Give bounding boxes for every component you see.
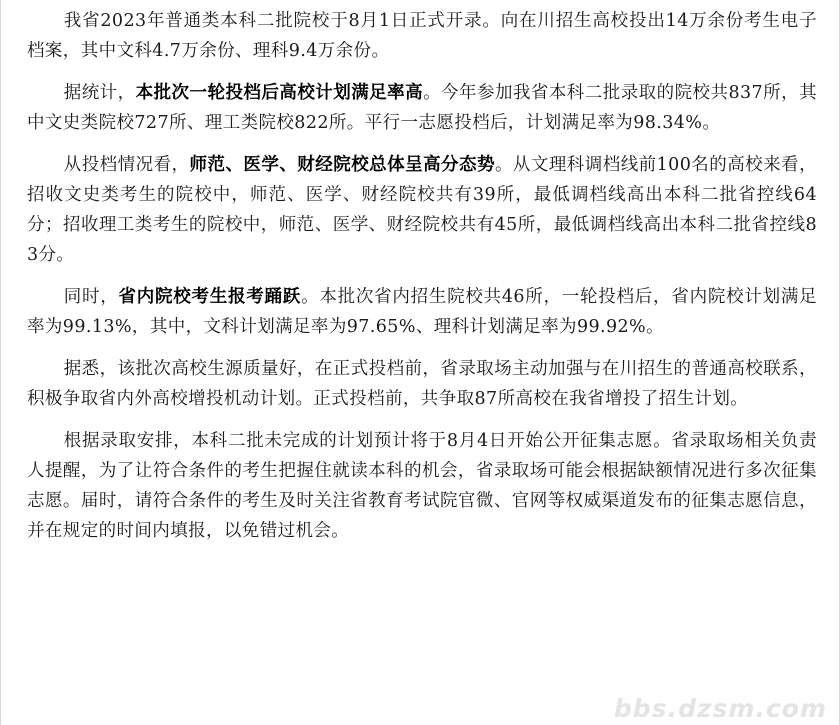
paragraph-volunteer-collection: 根据录取安排，本科二批未完成的计划预计将于8月4日开始公开征集志愿。省录取场相关负责人提醒，为了让符合条件的考生把握住就读本科的机会，省录取场可能会根据缺额情况进行多次征集志愿。届时，请符合条件的考生及时关注省教育考试院官微、官网等权威渠道发布的征集志愿信息，并在规定的时间内填报，以免错过机会。	[27, 431, 817, 541]
paragraph-body-text: 。从文理科调档线前100名的高校来看，招收文史类考生的院校中，师范、医学、财经院校共有39所，最低调档线高出本科二批省控线64分；招收理工类考生的院校中，师范、医学、财经院校共有45所，最低调档线高出本科二批省控线83分。	[27, 155, 817, 265]
paragraph-provincial-colleges	[27, 282, 817, 342]
paragraph-lead-text: 从投档情况看，	[63, 155, 190, 175]
highlight-plan-fulfillment: 本批次一轮投档后高校计划满足率高	[135, 83, 424, 103]
paragraph-body-text: 。今年参加我省本科二批录取的院校共837所，其中文史类院校727所、理工类院校822所。平行一志愿投档后，计划满足率为98.34%。	[27, 83, 817, 133]
paragraph-body-text: 。本批次省内招生院校共46所，一轮投档后，省内院校计划满足率为99.13%，其中，文科计划满足率为97.65%、理科计划满足率为99.92%。	[27, 287, 817, 337]
paragraph-admission-trend	[27, 150, 817, 270]
paragraph-lead-text: 同时，	[63, 287, 119, 307]
highlight-provincial-applications: 省内院校考生报考踊跃	[118, 287, 302, 307]
article-body	[27, 6, 817, 558]
paragraph-intro: 我省2023年普通类本科二批院校于8月1日正式开录。向在川招生高校投出14万余份考生电子档案，其中文科4.7万余份、理科9.4万余份。	[27, 11, 817, 61]
paragraph-lead-text: 据统计，	[63, 83, 136, 103]
paragraph-statistics	[27, 78, 817, 138]
site-watermark: bbs.dzsm.com	[613, 694, 827, 723]
highlight-high-score-colleges: 师范、医学、财经院校总体呈高分态势	[189, 155, 495, 175]
paragraph-student-quality: 据悉，该批次高校生源质量好，在正式投档前，省录取场主动加强与在川招生的普通高校联系，积极争取省内外高校增投机动计划。正式投档前，共争取87所高校在我省增投了招生计划。	[27, 359, 817, 409]
